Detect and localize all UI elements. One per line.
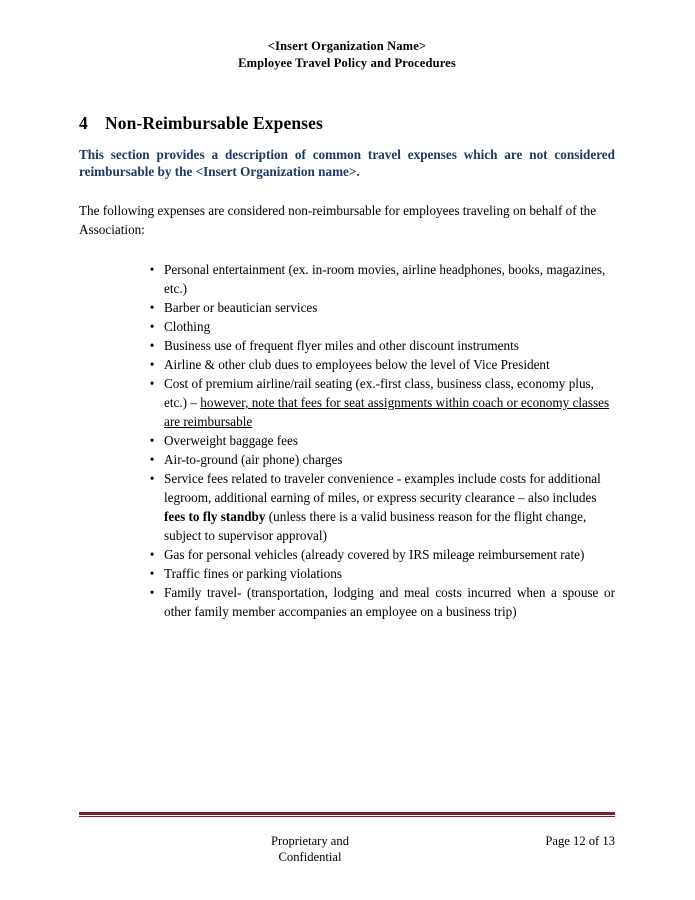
text-run: Business use of frequent flyer miles and other discount instruments — [164, 338, 519, 353]
document-header — [79, 38, 615, 72]
bullet-icon: • — [149, 433, 155, 448]
section-intro-paragraph: This section provides a description of common travel expenses which are not considered reimbursable by the <Insert Organization name>. — [79, 147, 615, 179]
list-item — [79, 298, 615, 317]
list-item-text — [164, 336, 615, 355]
section-number: 4 — [79, 113, 88, 133]
text-run: Family travel- (transportation, lodging and meal costs incurred when a spouse or other family member accompanies an employee on a business trip) — [164, 585, 615, 619]
list-item — [79, 564, 615, 583]
list-item — [79, 355, 615, 374]
list-item — [79, 317, 615, 336]
section-lead-paragraph: The following expenses are considered non-reimbursable for employees traveling on behalf of the Association: — [79, 203, 597, 237]
text-run: Gas for personal vehicles (already covered by IRS mileage reimbursement rate) — [164, 547, 585, 562]
list-item — [79, 336, 615, 355]
text-run: Barber or beautician services — [164, 300, 318, 315]
header-document-title: Employee Travel Policy and Procedures — [238, 56, 456, 70]
list-item — [79, 431, 615, 450]
list-item — [79, 469, 615, 545]
bullet-icon: • — [149, 338, 155, 353]
list-item — [79, 583, 615, 621]
footer-content — [79, 833, 615, 873]
bullet-icon: • — [149, 585, 155, 600]
list-item-text — [164, 355, 615, 374]
text-run: Airline & other club dues to employees below the level of Vice President — [164, 357, 550, 372]
list-item-text — [164, 298, 615, 317]
text-run: Service fees related to traveler convenience - examples include costs for additional legroom, additional earning of miles, or express security clearance – also includes — [164, 471, 601, 505]
bullet-icon: • — [149, 471, 155, 486]
text-run: Clothing — [164, 319, 211, 334]
non-reimbursable-expense-list — [79, 260, 615, 621]
list-item — [79, 545, 615, 564]
list-item — [79, 374, 615, 431]
confidentiality-notice — [79, 833, 615, 865]
confidentiality-line-1: Proprietary and — [271, 834, 349, 848]
list-item — [79, 260, 615, 298]
page-number: Page 12 of 13 — [545, 834, 615, 848]
header-organization-name: <Insert Organization Name> — [267, 39, 427, 53]
text-run: Overweight baggage fees — [164, 433, 299, 448]
bullet-icon: • — [149, 376, 155, 391]
underlined-text: however, note that fees for seat assignments within coach or economy classes are reimbursable — [164, 395, 610, 429]
text-run: Traffic fines or parking violations — [164, 566, 343, 581]
list-item-text — [164, 545, 615, 564]
bullet-icon: • — [149, 300, 155, 315]
text-run: Cost of premium airline/rail seating (ex.-first class, business class, economy plus, etc.) – — [164, 376, 594, 410]
list-item-text — [164, 583, 615, 621]
list-item-text — [164, 450, 615, 469]
text-run: Personal entertainment (ex. in-room movies, airline headphones, books, magazines, etc.) — [164, 262, 606, 296]
list-item — [79, 450, 615, 469]
list-item-text — [164, 431, 615, 450]
bullet-icon: • — [149, 319, 155, 334]
list-item-text — [164, 260, 615, 298]
bullet-icon: • — [149, 452, 155, 467]
text-run: Air-to-ground (air phone) charges — [164, 452, 343, 467]
document-footer — [79, 812, 615, 873]
text-run: (unless there is a valid business reason for the flight change, subject to supervisor approval) — [164, 509, 587, 543]
confidentiality-line-2: Confidential — [278, 850, 342, 864]
bullet-icon: • — [149, 547, 155, 562]
document-body — [79, 112, 615, 621]
list-item-text — [164, 564, 615, 583]
bullet-icon: • — [149, 566, 155, 581]
list-item-text — [164, 317, 615, 336]
bold-text: fees to fly standby — [164, 509, 266, 524]
section-title: Non-Reimbursable Expenses — [105, 113, 323, 133]
list-item-text — [164, 469, 615, 545]
page-title — [79, 112, 615, 134]
bullet-icon: • — [149, 262, 155, 277]
list-item-text — [164, 374, 615, 431]
footer-rule-thin — [79, 816, 615, 817]
bullet-icon: • — [149, 357, 155, 372]
